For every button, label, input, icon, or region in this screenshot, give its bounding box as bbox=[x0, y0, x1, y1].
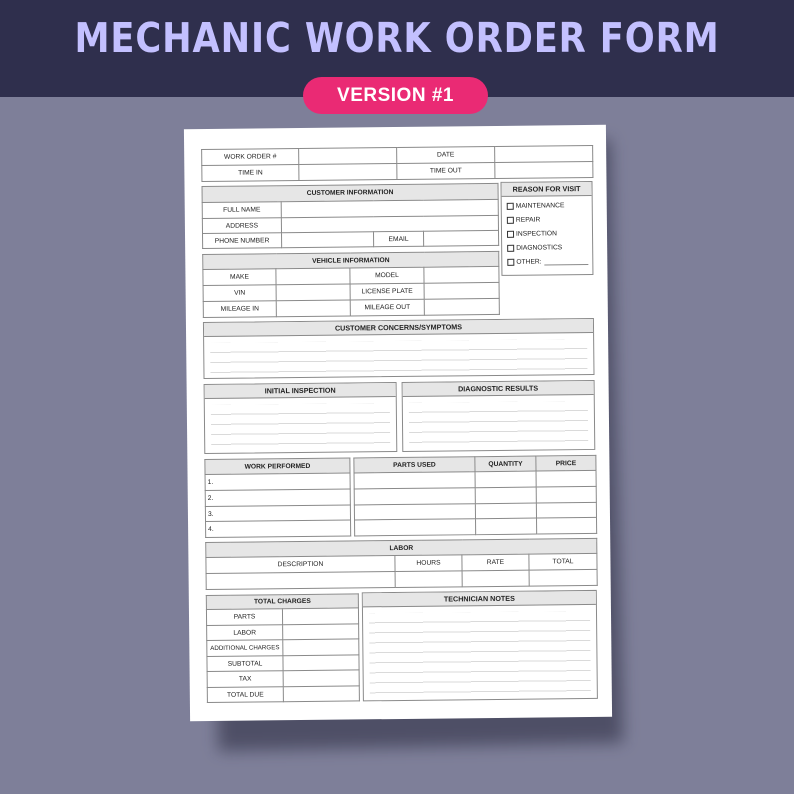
address-label: ADDRESS bbox=[202, 218, 281, 234]
date-field[interactable] bbox=[495, 145, 593, 162]
technician-notes-header: TECHNICIAN NOTES bbox=[363, 591, 596, 607]
price-header: PRICE bbox=[536, 455, 596, 471]
quantity-cell[interactable] bbox=[475, 487, 536, 504]
time-in-label: TIME IN bbox=[202, 165, 299, 182]
vin-field[interactable] bbox=[276, 284, 350, 301]
order-header-table bbox=[201, 145, 593, 182]
labor-hours-field[interactable] bbox=[395, 571, 462, 588]
version-badge: VERSION #1 bbox=[303, 77, 488, 114]
page-title: MECHANIC WORK ORDER FORM bbox=[74, 14, 720, 62]
phone-label: PHONE NUMBER bbox=[203, 233, 282, 249]
labor-header: LABOR bbox=[206, 538, 597, 557]
reason-option-inspection[interactable]: INSPECTION bbox=[507, 229, 592, 239]
mileage-out-label: MILEAGE OUT bbox=[350, 299, 424, 316]
concerns-writing-lines bbox=[210, 339, 587, 374]
charge-value-field[interactable] bbox=[282, 608, 358, 625]
labor-rate-field[interactable] bbox=[462, 570, 529, 587]
quantity-cell[interactable] bbox=[475, 471, 536, 488]
initial-inspection-box[interactable] bbox=[204, 382, 398, 454]
mileage-in-field[interactable] bbox=[276, 300, 350, 317]
labor-hours-label: HOURS bbox=[395, 555, 462, 572]
concerns-header: CUSTOMER CONCERNS/SYMPTOMS bbox=[204, 319, 593, 337]
checkbox-icon[interactable] bbox=[507, 259, 514, 266]
checkbox-icon[interactable] bbox=[507, 231, 514, 238]
reason-header: REASON FOR VISIT bbox=[501, 182, 591, 197]
checkbox-icon[interactable] bbox=[507, 217, 514, 224]
charge-value-field[interactable] bbox=[283, 686, 359, 702]
diagnostic-header: DIAGNOSTIC RESULTS bbox=[403, 381, 594, 397]
price-cell[interactable] bbox=[536, 502, 596, 518]
labor-total-label: TOTAL bbox=[529, 553, 597, 570]
vehicle-table bbox=[202, 251, 500, 318]
notes-writing-lines bbox=[369, 611, 591, 696]
inspection-writing-lines bbox=[211, 403, 390, 449]
charge-label-total-due: TOTAL DUE bbox=[207, 687, 283, 703]
reason-option-other[interactable]: OTHER: bbox=[507, 257, 592, 267]
charge-value-field[interactable] bbox=[283, 639, 359, 656]
parts-table bbox=[353, 455, 597, 537]
charge-value-field[interactable] bbox=[283, 670, 359, 687]
part-cell[interactable] bbox=[354, 488, 475, 505]
full-name-label: FULL NAME bbox=[202, 202, 281, 219]
customer-concerns-box[interactable] bbox=[203, 318, 595, 379]
total-charges-table bbox=[206, 593, 360, 703]
work-item-4[interactable]: 4. bbox=[206, 520, 351, 538]
email-label: EMAIL bbox=[373, 231, 423, 247]
charge-label-subtotal: SUBTOTAL bbox=[207, 656, 283, 672]
quantity-cell[interactable] bbox=[476, 518, 537, 535]
time-out-label: TIME OUT bbox=[397, 162, 495, 179]
license-plate-field[interactable] bbox=[424, 282, 499, 299]
date-label: DATE bbox=[397, 146, 495, 163]
work-item-3[interactable]: 3. bbox=[205, 505, 350, 522]
phone-field[interactable] bbox=[282, 232, 374, 248]
technician-notes-box[interactable] bbox=[362, 590, 598, 701]
customer-header: CUSTOMER INFORMATION bbox=[202, 183, 498, 202]
total-charges-header: TOTAL CHARGES bbox=[206, 594, 358, 610]
mileage-in-label: MILEAGE IN bbox=[203, 301, 276, 318]
model-label: MODEL bbox=[350, 267, 424, 284]
reason-option-repair[interactable]: REPAIR bbox=[507, 215, 592, 225]
work-performed-header: WORK PERFORMED bbox=[205, 458, 350, 475]
mileage-out-field[interactable] bbox=[424, 298, 499, 315]
time-in-field[interactable] bbox=[299, 163, 397, 180]
charge-value-field[interactable] bbox=[283, 655, 359, 671]
reason-option-diagnostics[interactable]: DIAGNOSTICS bbox=[507, 243, 592, 253]
form-sheet bbox=[184, 125, 612, 721]
work-performed-table bbox=[204, 458, 351, 539]
reason-option-maintenance[interactable]: MAINTENANCE bbox=[507, 201, 592, 211]
price-cell[interactable] bbox=[536, 470, 596, 487]
other-reason-field[interactable] bbox=[545, 258, 589, 265]
checkbox-icon[interactable] bbox=[507, 203, 514, 210]
charge-label-tax: TAX bbox=[207, 671, 283, 688]
license-plate-label: LICENSE PLATE bbox=[350, 283, 424, 300]
labor-table bbox=[205, 538, 598, 590]
labor-description-label: DESCRIPTION bbox=[206, 556, 395, 574]
diagnostic-writing-lines bbox=[409, 401, 588, 447]
quantity-cell[interactable] bbox=[475, 503, 536, 519]
customer-table bbox=[202, 183, 500, 249]
reason-for-visit-panel bbox=[500, 181, 593, 276]
parts-used-header: PARTS USED bbox=[354, 457, 475, 473]
part-cell[interactable] bbox=[354, 472, 475, 489]
diagnostic-results-box[interactable] bbox=[402, 380, 596, 452]
work-order-field[interactable] bbox=[299, 147, 397, 164]
charge-value-field[interactable] bbox=[283, 624, 359, 640]
email-field[interactable] bbox=[423, 230, 498, 246]
quantity-header: QUANTITY bbox=[475, 456, 536, 472]
model-field[interactable] bbox=[424, 266, 499, 283]
work-item-2[interactable]: 2. bbox=[205, 489, 350, 507]
price-cell[interactable] bbox=[536, 486, 596, 503]
labor-total-field[interactable] bbox=[529, 569, 597, 586]
vehicle-header: VEHICLE INFORMATION bbox=[203, 251, 499, 269]
make-label: MAKE bbox=[203, 269, 276, 286]
charge-label-additional: ADDITIONAL CHARGES bbox=[207, 640, 283, 657]
part-cell[interactable] bbox=[354, 504, 475, 520]
price-cell[interactable] bbox=[537, 517, 597, 534]
part-cell[interactable] bbox=[355, 519, 476, 536]
inspection-header: INITIAL INSPECTION bbox=[205, 383, 396, 399]
labor-rate-label: RATE bbox=[462, 554, 529, 571]
checkbox-icon[interactable] bbox=[507, 245, 514, 252]
labor-description-field[interactable] bbox=[206, 572, 395, 590]
work-item-1[interactable]: 1. bbox=[205, 473, 350, 491]
charge-label-labor: LABOR bbox=[207, 625, 283, 641]
time-out-field[interactable] bbox=[495, 161, 593, 178]
charge-label-parts: PARTS bbox=[206, 609, 282, 626]
work-order-label: WORK ORDER # bbox=[202, 149, 299, 166]
vin-label: VIN bbox=[203, 285, 276, 302]
make-field[interactable] bbox=[276, 268, 350, 285]
